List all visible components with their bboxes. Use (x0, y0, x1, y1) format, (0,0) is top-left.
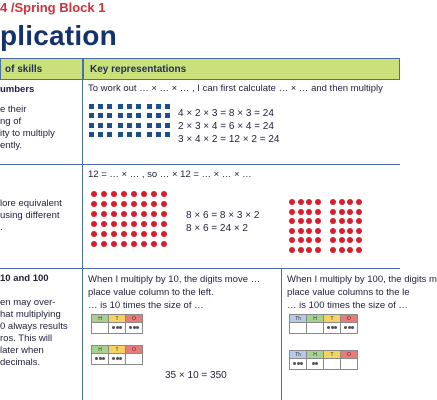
counter-dot (298, 247, 304, 253)
hundreds-header: H (92, 346, 109, 354)
counter-dot (306, 237, 312, 243)
counter-dot (141, 221, 147, 227)
counter-square (165, 104, 170, 109)
counter-dot (330, 237, 336, 243)
counter-dot (91, 231, 97, 237)
counter-dot (101, 201, 107, 207)
thousands-cell (290, 323, 307, 334)
counter-dot (131, 221, 137, 227)
counter-square (107, 113, 112, 118)
ones-header: O (126, 346, 143, 354)
counter-dot (161, 241, 167, 247)
tens-cell (324, 359, 341, 370)
counter-square (118, 113, 123, 118)
counter-dot (330, 228, 336, 234)
counter-dot (330, 247, 336, 253)
hundreds-header: H (307, 315, 324, 323)
row1-skill-line: e their (0, 104, 27, 115)
tens-header: T (324, 351, 341, 359)
counter-square (89, 113, 94, 118)
row2-skill-line: using different (0, 210, 60, 221)
counter-dot (330, 209, 336, 215)
place-value-chart (289, 350, 358, 370)
counter-dot (315, 247, 321, 253)
counter-dot (141, 241, 147, 247)
row3-skill-line: en may over- (0, 297, 56, 308)
block-label: 4 /Spring Block 1 (0, 0, 106, 15)
counter-square (118, 132, 123, 137)
counter-dot (151, 221, 157, 227)
counter-dot (347, 247, 353, 253)
counter-dot (306, 209, 312, 215)
row1-equation: 2 × 3 × 4 = 6 × 4 = 24 (178, 121, 274, 132)
counter-dot (330, 218, 336, 224)
counter-square (136, 123, 141, 128)
counter-square (98, 113, 103, 118)
counter-dot (347, 218, 353, 224)
counter-square (98, 123, 103, 128)
ones-cell (341, 323, 358, 334)
hundreds-cell (92, 323, 109, 334)
counter-dot (111, 201, 117, 207)
counter-square (127, 113, 132, 118)
row3-colA-line: place value column to the left. (88, 287, 214, 298)
counter-dot (356, 199, 362, 205)
counter-dot (131, 241, 137, 247)
counter-square (156, 104, 161, 109)
counter-dot (111, 221, 117, 227)
hundreds-header: H (307, 351, 324, 359)
counter-dot (91, 221, 97, 227)
counter-dot (347, 228, 353, 234)
counter-dot (121, 221, 127, 227)
tens-cell (109, 323, 126, 334)
row2-equation: 8 × 6 = 24 × 2 (186, 223, 248, 234)
row1-equation: 4 × 2 × 3 = 8 × 3 = 24 (178, 108, 274, 119)
counter-square (107, 123, 112, 128)
row3-skill-heading: 10 and 100 (0, 273, 49, 284)
counter-dot (121, 241, 127, 247)
counter-square (98, 104, 103, 109)
tens-header: T (324, 315, 341, 323)
page-title: plication (0, 20, 117, 51)
counter-dot (121, 231, 127, 237)
row3-colB-line: … is 100 times the size of … (287, 300, 408, 311)
counter-dot (289, 199, 295, 205)
counter-dot (111, 231, 117, 237)
counter-dot (339, 237, 345, 243)
counter-square (165, 123, 170, 128)
counter-dot (151, 211, 157, 217)
hundreds-cell (307, 359, 324, 370)
cell-divider (281, 268, 282, 400)
representations-column-header: Key representations (83, 58, 400, 80)
counter-dot (121, 201, 127, 207)
counter-dot (91, 241, 97, 247)
skills-column-header: of skills (0, 58, 83, 80)
counter-dot (161, 211, 167, 217)
column-divider (82, 58, 83, 400)
counter-square (127, 123, 132, 128)
row3-equation: 35 × 10 = 350 (165, 370, 227, 381)
hundreds-header: H (92, 315, 109, 323)
counter-dot (356, 247, 362, 253)
counter-dot (151, 241, 157, 247)
row1-skill-line: ently. (0, 140, 23, 151)
counter-square (89, 132, 94, 137)
row3-colA-line: When I multiply by 10, the digits move … (88, 274, 261, 285)
tens-cell (324, 323, 341, 334)
row3-colB-line: When I multiply by 100, the digits m (287, 274, 437, 285)
counter-dot (141, 231, 147, 237)
hundreds-cell (307, 323, 324, 334)
counter-dot (306, 199, 312, 205)
counter-square (136, 132, 141, 137)
counter-dot (347, 237, 353, 243)
counter-square (165, 132, 170, 137)
row2-equation: 8 × 6 = 8 × 3 × 2 (186, 210, 260, 221)
counter-dot (298, 237, 304, 243)
counter-dot (289, 228, 295, 234)
counter-square (118, 123, 123, 128)
counter-square (127, 104, 132, 109)
row1-skill-heading: umbers (0, 84, 35, 95)
counter-dot (298, 218, 304, 224)
counter-square (136, 104, 141, 109)
counter-dot (131, 231, 137, 237)
counter-dot (289, 209, 295, 215)
counter-dot (298, 209, 304, 215)
row3-colB-line: place value columns to the le (287, 287, 410, 298)
counter-dot (101, 231, 107, 237)
row1-representation-text: To work out … × … × … , I can first calculate … × … and then multiply (88, 83, 383, 94)
thousands-header: Th (290, 351, 307, 359)
counter-square (118, 104, 123, 109)
counter-square (98, 132, 103, 137)
counter-dot (111, 241, 117, 247)
counter-square (156, 123, 161, 128)
counter-dot (131, 201, 137, 207)
ones-cell (126, 354, 143, 365)
counter-dot (306, 247, 312, 253)
row3-skill-line: decimals. (0, 357, 41, 368)
counter-square (156, 132, 161, 137)
counter-dot (91, 211, 97, 217)
counter-dot (356, 218, 362, 224)
row2-skill-line: . (0, 222, 3, 233)
counter-dot (289, 247, 295, 253)
row1-skill-line: ng of (0, 116, 22, 127)
counter-dot (161, 191, 167, 197)
place-value-chart (91, 314, 143, 334)
counter-dot (339, 199, 345, 205)
counter-square (147, 123, 152, 128)
counter-dot (339, 218, 345, 224)
counter-dot (101, 211, 107, 217)
counter-dot (315, 228, 321, 234)
counter-dot (131, 191, 137, 197)
counter-dot (298, 199, 304, 205)
counter-square (147, 104, 152, 109)
counter-dot (101, 221, 107, 227)
row1-skill-line: ity to multiply (0, 128, 55, 139)
counter-dot (347, 209, 353, 215)
counter-dot (121, 191, 127, 197)
place-value-chart (289, 314, 358, 334)
counter-square (127, 132, 132, 137)
counter-square (147, 132, 152, 137)
counter-dot (91, 191, 97, 197)
row2-skill-line: lore equivalent (0, 198, 62, 209)
tens-header: T (109, 346, 126, 354)
counter-dot (356, 228, 362, 234)
counter-dot (141, 211, 147, 217)
counter-dot (141, 201, 147, 207)
counter-dot (161, 231, 167, 237)
counter-square (156, 113, 161, 118)
row1-equation: 3 × 4 × 2 = 12 × 2 = 24 (178, 134, 280, 145)
tens-header: T (109, 315, 126, 323)
counter-dot (101, 191, 107, 197)
row2-representation-text: 12 = … × … , so … × 12 = … × … × … (88, 169, 252, 180)
thousands-cell (290, 359, 307, 370)
counter-square (107, 104, 112, 109)
counter-dot (151, 191, 157, 197)
row-divider (0, 164, 400, 165)
ones-header: O (341, 351, 358, 359)
counter-dot (161, 201, 167, 207)
counter-dot (339, 247, 345, 253)
counter-dot (339, 209, 345, 215)
counter-square (136, 113, 141, 118)
row3-skill-line: later when (0, 345, 44, 356)
counter-dot (151, 201, 157, 207)
counter-dot (121, 211, 127, 217)
counter-square (107, 132, 112, 137)
counter-square (165, 113, 170, 118)
counter-dot (315, 237, 321, 243)
counter-dot (289, 237, 295, 243)
counter-dot (315, 218, 321, 224)
counter-dot (111, 191, 117, 197)
counter-dot (347, 199, 353, 205)
tens-cell (109, 354, 126, 365)
counter-square (89, 123, 94, 128)
ones-header: O (126, 315, 143, 323)
ones-header: O (341, 315, 358, 323)
counter-dot (161, 221, 167, 227)
counter-dot (356, 209, 362, 215)
counter-square (147, 113, 152, 118)
counter-dot (330, 199, 336, 205)
row3-skill-line: 0 always results (0, 321, 68, 332)
counter-dot (315, 199, 321, 205)
counter-dot (306, 218, 312, 224)
hundreds-cell (92, 354, 109, 365)
counter-dot (289, 218, 295, 224)
counter-dot (315, 209, 321, 215)
row3-skill-line: ros. This will (0, 333, 53, 344)
place-value-chart (91, 345, 143, 365)
counter-dot (151, 231, 157, 237)
row3-skill-line: hat multiplying (0, 309, 61, 320)
ones-cell (126, 323, 143, 334)
counter-dot (306, 228, 312, 234)
row-divider (0, 268, 400, 269)
counter-dot (339, 228, 345, 234)
counter-square (89, 104, 94, 109)
ones-cell (341, 359, 358, 370)
counter-dot (131, 211, 137, 217)
row3-colA-line: … is 10 times the size of … (88, 300, 204, 311)
counter-dot (356, 237, 362, 243)
counter-dot (91, 201, 97, 207)
counter-dot (111, 211, 117, 217)
counter-dot (298, 228, 304, 234)
counter-dot (101, 241, 107, 247)
counter-dot (141, 191, 147, 197)
thousands-header: Th (290, 315, 307, 323)
